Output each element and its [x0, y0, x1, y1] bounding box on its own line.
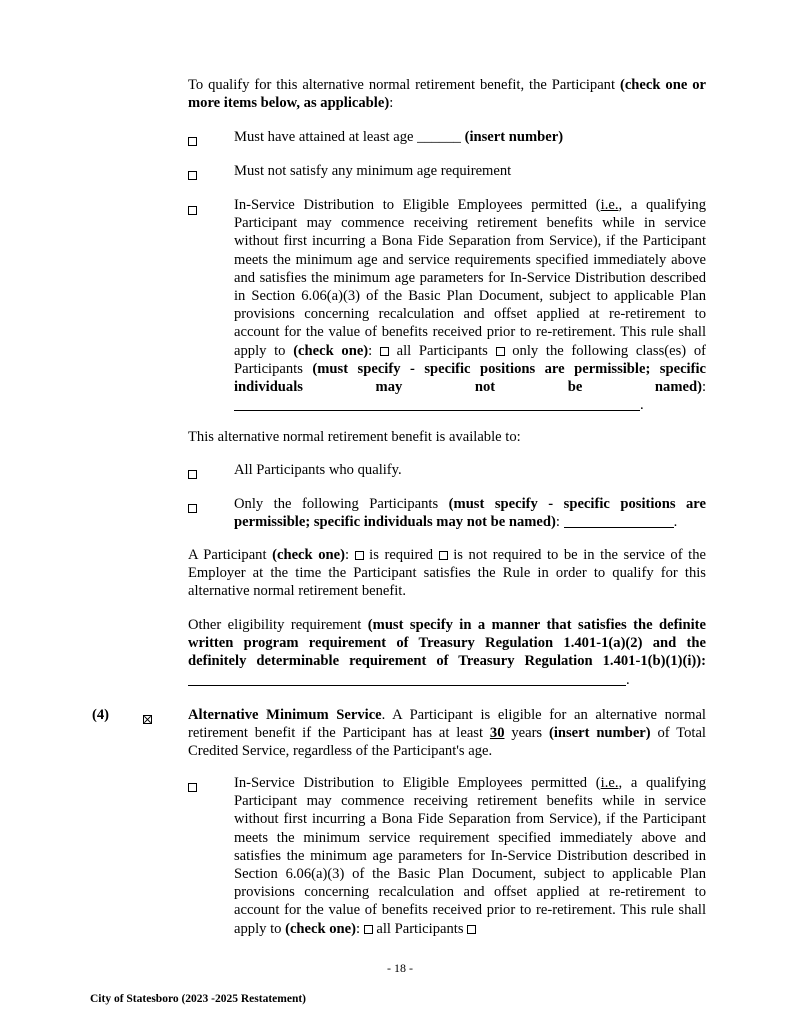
section-4-checkbox[interactable] [143, 710, 152, 728]
not-required-checkbox[interactable] [439, 551, 448, 560]
section-4-isd-other-checkbox[interactable] [467, 925, 476, 934]
age-item-label: Must have attained at least age ______ (insert number) [234, 129, 564, 145]
other-elig-field[interactable] [188, 672, 626, 686]
qualify-intro: To qualify for this alternative normal retirement benefit, the Participant (check one or more items below, as applicable): [188, 77, 706, 112]
available-all-label: All Participants who qualify. [234, 462, 402, 478]
section-4-paragraph: Alternative Minimum Service. A Participant is eligible for an alternative normal retirement benefit if the Participant has at least 30 years (insert number) of Total Credited Service, regardless of the Participant's age. [188, 707, 706, 760]
section-4-isd-paragraph: In-Service Distribution to Eligible Employees permitted (i.e., a qualifying Participant may commence receiving retirement benefits while in service without first incurring a Bona Fide Separation from Service), if the Participant meets the minimum service requirement specified immediately above and satisfies the minimum age parameters for In-Service Distribution described in Section 6.06(a)(3) of the Basic Plan Document, subject to applicable Plan provisions concerning recalculation and offset applied at re-retirement to account for the value of benefits received prior to re-retirement. This rule shall apply to (check one): all Participants [234, 775, 706, 937]
section-4-isd-checkbox[interactable] [188, 778, 197, 796]
isd-paragraph: In-Service Distribution to Eligible Employees permitted (i.e., a qualifying Participant may commence receiving retirement benefits while in service without first incurring a Bona Fide Separation from Service), if the Participant meets the minimum age and service requirements specified immediately above and satisfies the minimum age parameters for In-Service Distribution described in Section 6.06(a)(3) of the Basic Plan Document, subject to applicable Plan provisions concerning recalculation and offset applied at re-retirement to account for the value of benefits received prior to re-retirement. This rule shall apply to (check one): all Participants only the following class(es) of Participants (must specify - specific positions are permissible; specific individuals may not be named): . [234, 197, 706, 414]
isd-all-checkbox[interactable] [380, 347, 389, 356]
service-req-paragraph: A Participant (check one): is required is not required to be in the service of the Employer at the time the Participant satisfies the Rule in order to qualify for this alternative normal retirement benefit. [188, 547, 706, 600]
section-4-number: (4) [92, 707, 110, 723]
available-intro: This alternative normal retirement benefit is available to: [188, 429, 521, 445]
available-only-field[interactable] [564, 514, 674, 528]
available-all-checkbox[interactable] [188, 465, 197, 483]
age-checkbox[interactable] [188, 132, 197, 150]
document-title: City of Statesboro (2023 -2025 Restatement) [90, 993, 307, 1005]
section-4-isd-all-checkbox[interactable] [364, 925, 373, 934]
available-only-checkbox[interactable] [188, 499, 197, 517]
isd-only-checkbox[interactable] [496, 347, 505, 356]
no-min-age-checkbox[interactable] [188, 166, 197, 184]
available-only-paragraph: Only the following Participants (must specify - specific positions are permissible; specific individuals may not be named): . [234, 496, 707, 531]
no-min-age-label: Must not satisfy any minimum age requirement [234, 163, 512, 179]
isd-class-field[interactable] [234, 397, 640, 411]
isd-checkbox[interactable] [188, 201, 197, 219]
page-number: - 18 - [387, 961, 413, 975]
other-elig-paragraph: Other eligibility requirement (must specify in a manner that satisfies the definite written program requirement of Treasury Regulation 1.401-1(a)(2) and the definitely determinable requirement of Treasury Regulation 1.401-1(b)(1)(i)): . [188, 617, 706, 688]
required-checkbox[interactable] [355, 551, 364, 560]
